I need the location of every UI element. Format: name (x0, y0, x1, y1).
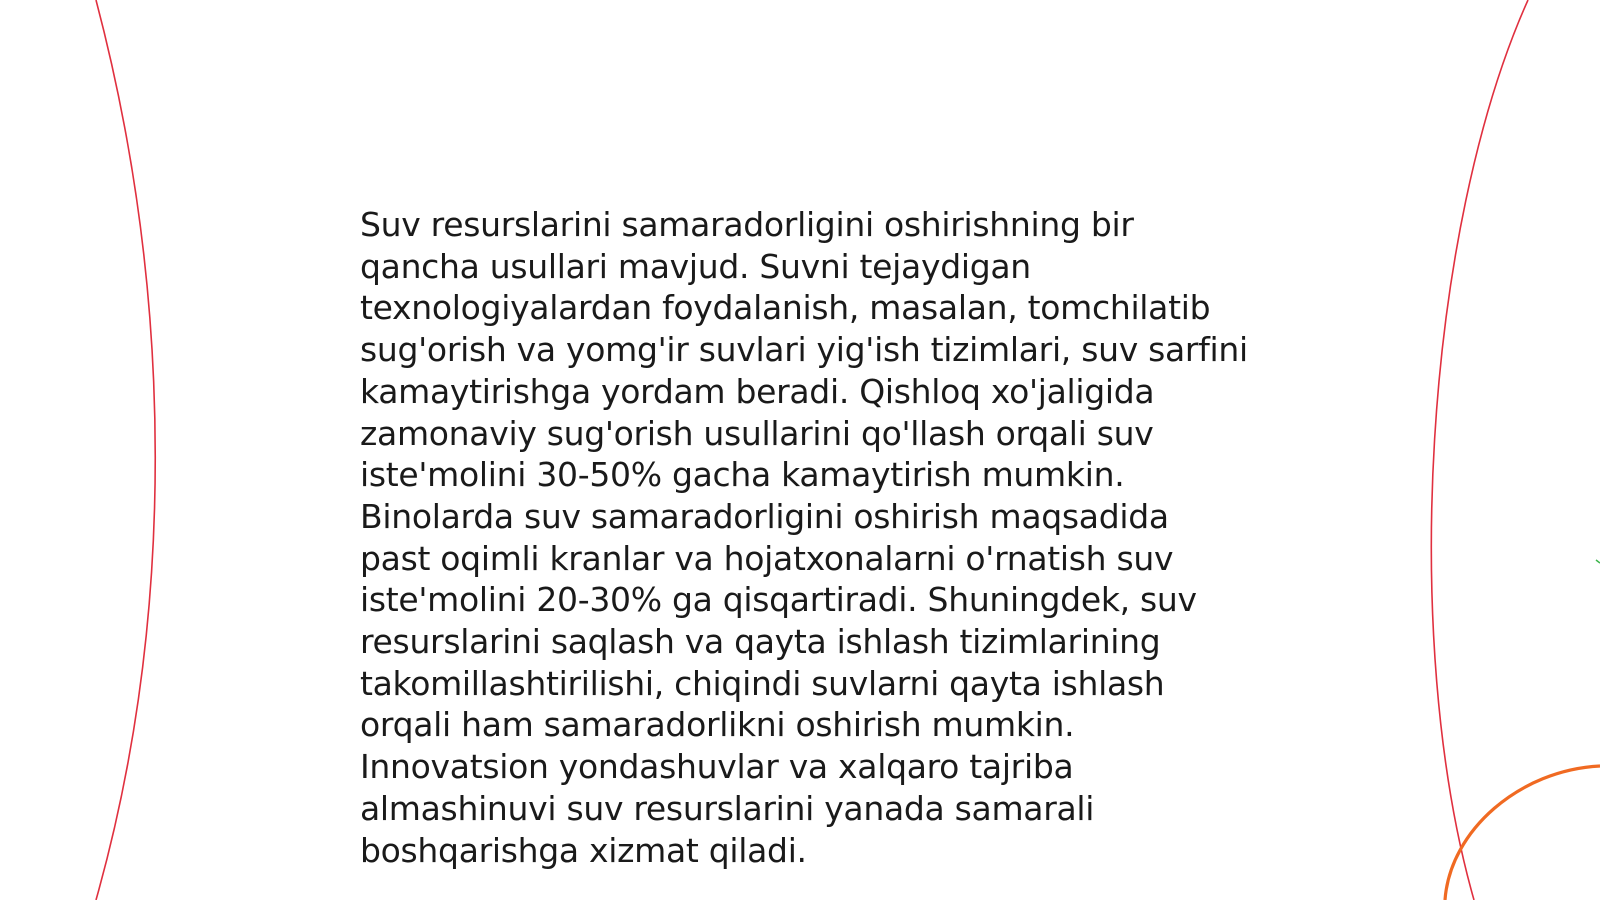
text-line: Innovatsion yondashuvlar va xalqaro tajriba (360, 747, 1074, 787)
text-line: takomillashtirilishi, chiqindi suvlarni qayta ishlash (360, 663, 1165, 703)
left-red-arc (96, 0, 155, 900)
text-line: orqali ham samaradorlikni oshirish mumkin. (360, 705, 1075, 745)
text-line: past oqimli kranlar va hojatxonalarni o'rnatish suv (360, 538, 1174, 578)
text-line: qancha usullari mavjud. Suvni tejaydigan (360, 246, 1031, 286)
text-line: zamonaviy sug'orish usullarini qo'llash orqali suv (360, 413, 1154, 453)
text-line: sug'orish va yomg'ir suvlari yig'ish tizimlari, suv sarfini (360, 330, 1248, 370)
text-line: Binolarda suv samaradorligini oshirish maqsadida (360, 496, 1169, 536)
body-paragraph (360, 204, 1260, 871)
right-red-arc (1431, 0, 1528, 900)
green-mark (1596, 560, 1600, 563)
text-line: texnologiyalardan foydalanish, masalan, tomchilatib (360, 288, 1211, 328)
text-line: resurslarini saqlash va qayta ishlash tizimlarining (360, 622, 1161, 662)
text-line: iste'molini 20-30% ga qisqartiradi. Shuningdek, suv (360, 580, 1197, 620)
text-line: boshqarishga xizmat qiladi. (360, 830, 807, 870)
text-line: kamaytirishga yordam beradi. Qishloq xo'jaligida (360, 371, 1155, 411)
text-line: iste'molini 30-50% gacha kamaytirish mumkin. (360, 455, 1125, 495)
text-line: almashinuvi suv resurslarini yanada samarali (360, 788, 1095, 828)
text-line: Suv resurslarini samaradorligini oshirishning bir (360, 205, 1134, 244)
